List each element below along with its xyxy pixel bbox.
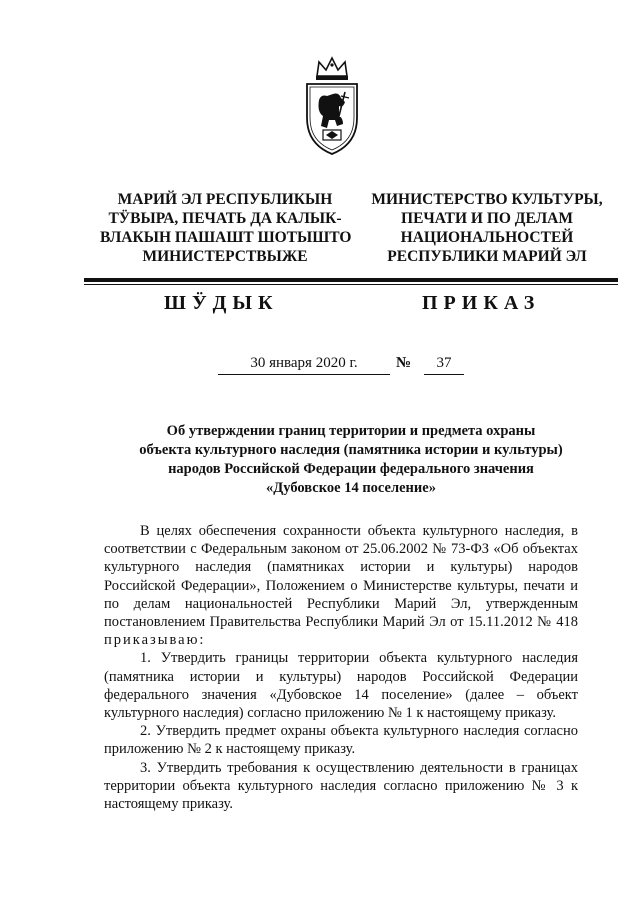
org-line: РЕСПУБЛИКИ МАРИЙ ЭЛ (387, 248, 587, 265)
org-line: ПЕЧАТИ И ПО ДЕЛАМ (401, 210, 573, 227)
preamble-text: В целях обеспечения сохранности объекта культурного наследия, в соответствии с Федеральным законом от 25.06.2002 № 73-ФЗ «Об объектах культурного наследия (памятниках истории и культуры) народов Российской Федерации», Положением о Министерстве культуры, печати и по делам национальностей Республики Марий Эл, утвержденным постановлением Правительства Республики Марий Эл от 15.11.2012 № 418 (104, 523, 578, 631)
order-item: 1. Утвердить границы территории объекта культурного наследия (памятника истории и культуры) народов Российской Федерации федерального значения «Дубовское 14 поселение» (далее – объект культурного наследия) согласно приложению № 1 к настоящему приказу. (104, 650, 578, 722)
org-line: ВЛАКЫН ПАШАШТ ШОТЫШТО (100, 229, 352, 246)
order-number: 37 (424, 355, 464, 375)
title-line: народов Российской Федерации федерального значения (168, 461, 534, 477)
order-date: 30 января 2020 г. (218, 355, 390, 375)
header-divider-thick (84, 278, 618, 282)
org-line: МИНИСТЕРСТВЫЖЕ (142, 248, 308, 265)
org-line: ТӰВЫРА, ПЕЧАТЬ ДА КАЛЫК- (108, 210, 342, 227)
org-line: МИНИСТЕРСТВО КУЛЬТУРЫ, (371, 191, 603, 208)
org-name-mari (100, 190, 350, 266)
header-divider-thin (84, 284, 618, 285)
doc-type-russian: ПРИКАЗ (422, 292, 541, 314)
doc-type-mari: ШӰДЫК (164, 292, 279, 314)
order-title (84, 422, 618, 498)
title-line: «Дубовское 14 поселение» (266, 480, 436, 496)
order-body (104, 522, 578, 813)
org-line: МАРИЙ ЭЛ РЕСПУБЛИКЫН (117, 191, 333, 208)
coat-of-arms-emblem (299, 56, 365, 158)
order-item: 3. Утвердить требования к осуществлению деятельности в границах территории объекта культурного наследия согласно приложению № 3 к настоящему приказу. (104, 759, 578, 813)
org-line: НАЦИОНАЛЬНОСТЕЙ (400, 229, 574, 246)
number-sign: № (396, 355, 412, 371)
order-item: 2. Утвердить предмет охраны объекта культурного наследия согласно приложению № 2 к настоящему приказу. (104, 723, 578, 758)
order-word: приказываю: (104, 632, 206, 649)
title-line: объекта культурного наследия (памятника истории и культуры) (139, 442, 563, 458)
preamble-paragraph (104, 522, 578, 649)
org-name-russian (362, 190, 612, 266)
title-line: Об утверждении границ территории и предмета охраны (166, 423, 536, 439)
